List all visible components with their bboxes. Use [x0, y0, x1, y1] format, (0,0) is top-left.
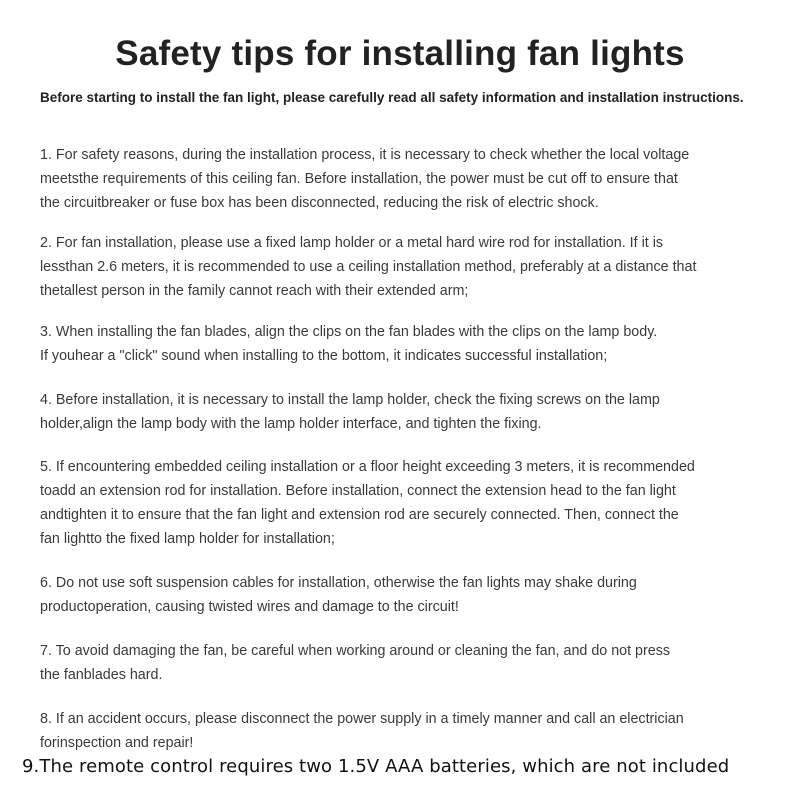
intro-text: Before starting to install the fan light, please carefully read all safety information and installation instructions.	[40, 90, 744, 105]
tip-1	[40, 143, 780, 215]
tip-5-line-3: andtighten it to ensure that the fan light and extension rod are securely connected. Then, connect the	[40, 507, 679, 523]
tip-2-line-1: 2. For fan installation, please use a fixed lamp holder or a metal hard wire rod for installation. If it is	[40, 235, 664, 251]
tip-3	[40, 320, 780, 368]
page-title: Safety tips for installing fan lights	[115, 34, 685, 73]
tip-4-line-2: holder,align the lamp body with the lamp holder interface, and tighten the fixing.	[40, 416, 542, 432]
tip-1-line-3: the circuitbreaker or fuse box has been disconnected, reducing the risk of electric shock.	[40, 195, 599, 211]
tip-5	[40, 455, 780, 551]
tip-5-line-4: fan lightto the fixed lamp holder for installation;	[40, 531, 335, 547]
tip-8-line-2: forinspection and repair!	[40, 735, 194, 751]
tip-3-line-1: 3. When installing the fan blades, align the clips on the fan blades with the clips on the lamp body.	[40, 324, 658, 340]
tip-5-line-1: 5. If encountering embedded ceiling installation or a floor height exceeding 3 meters, it is recommended	[40, 459, 695, 475]
tip-2-line-3: thetallest person in the family cannot reach with their extended arm;	[40, 283, 469, 299]
tip-1-line-2: meetsthe requirements of this ceiling fan. Before installation, the power must be cut off to ensure that	[40, 171, 678, 187]
tip-7	[40, 639, 780, 687]
tip-6-line-2: productoperation, causing twisted wires and damage to the circuit!	[40, 599, 459, 615]
tip-6-line-1: 6. Do not use soft suspension cables for installation, otherwise the fan lights may shake during	[40, 575, 637, 591]
tip-7-line-1: 7. To avoid damaging the fan, be careful when working around or cleaning the fan, and do not press	[40, 643, 671, 659]
tip-7-line-2: the fanblades hard.	[40, 667, 163, 683]
tip-3-line-2: If youhear a "click" sound when installing to the bottom, it indicates successful installation;	[40, 348, 608, 364]
tip-8	[40, 707, 780, 755]
tip-2-line-2: lessthan 2.6 meters, it is recommended to use a ceiling installation method, preferably at a distance that	[40, 259, 697, 275]
tip-1-line-1: 1. For safety reasons, during the installation process, it is necessary to check whether the local voltage	[40, 147, 690, 163]
battery-note: 9.The remote control requires two 1.5V AAA batteries, which are not included	[22, 756, 730, 777]
tip-2	[40, 231, 780, 303]
tip-5-line-2: toadd an extension rod for installation. Before installation, connect the extension head to the fan light	[40, 483, 676, 499]
tip-8-line-1: 8. If an accident occurs, please disconnect the power supply in a timely manner and call an electrician	[40, 711, 684, 727]
tip-4-line-1: 4. Before installation, it is necessary to install the lamp holder, check the fixing screws on the lamp	[40, 392, 660, 408]
tip-6	[40, 571, 780, 619]
tip-4	[40, 388, 780, 436]
